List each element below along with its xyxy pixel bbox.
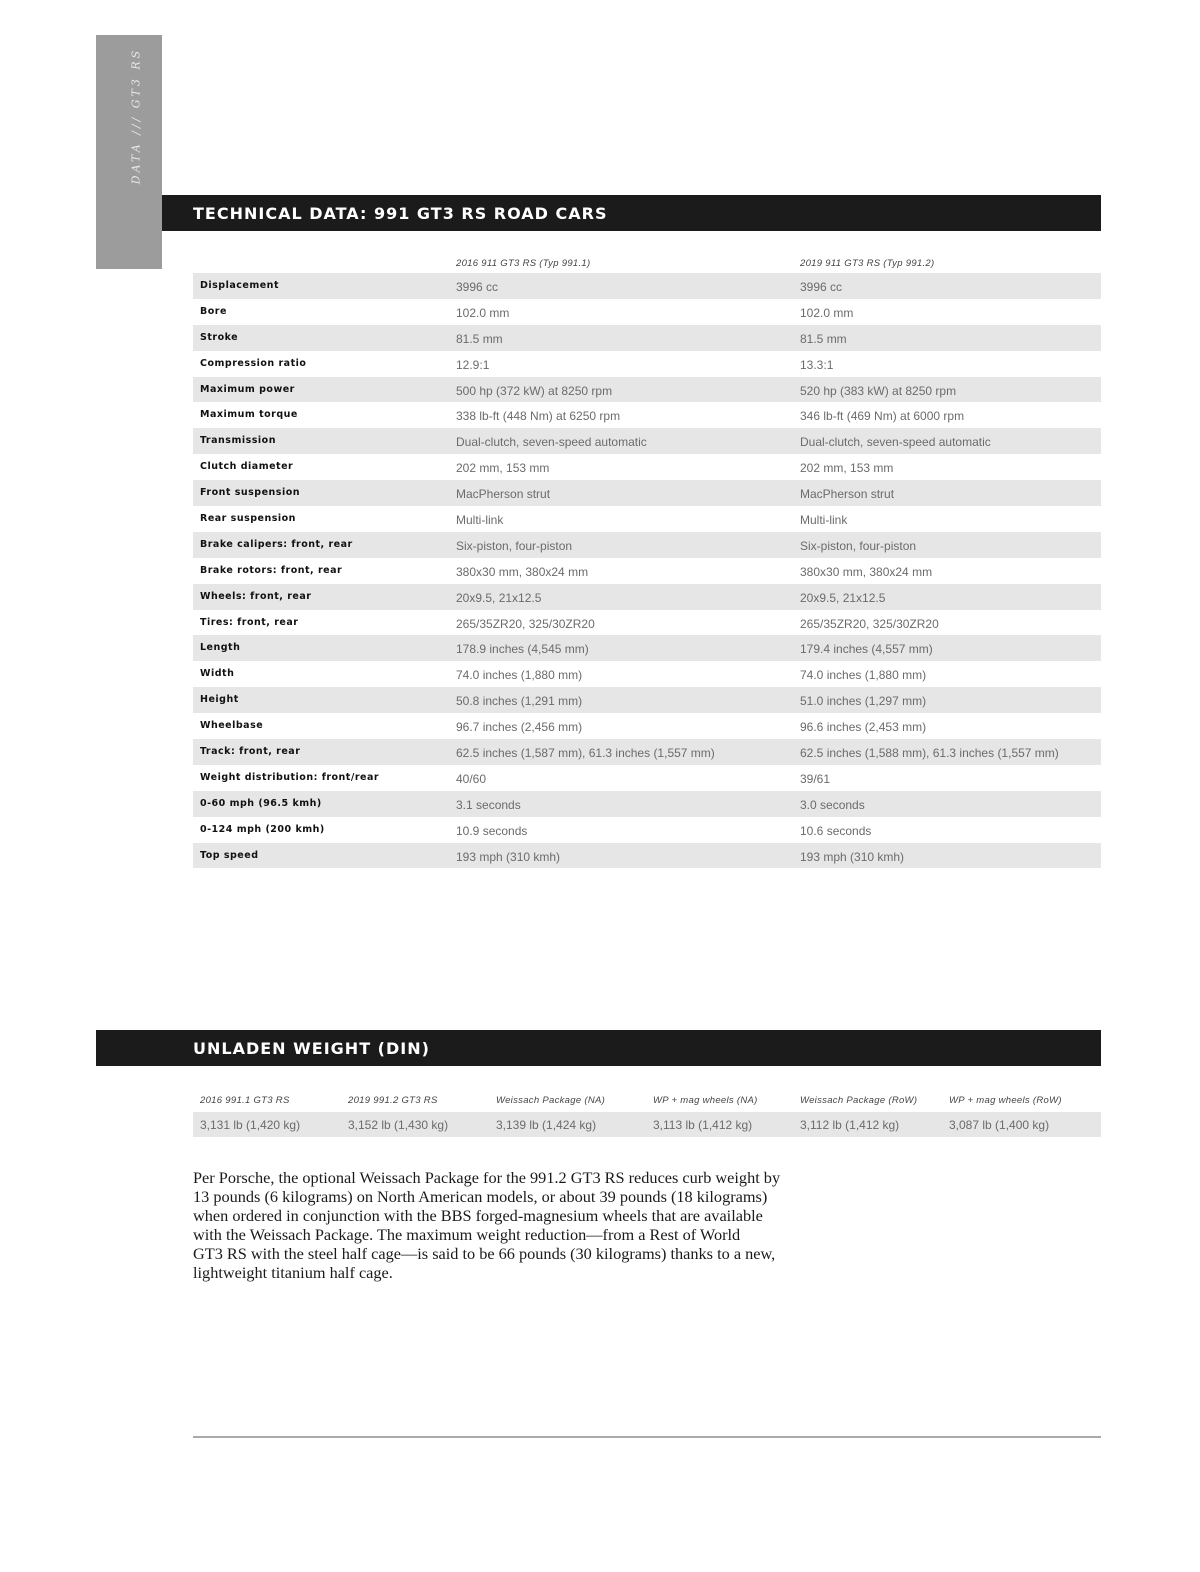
- spec-label: Clutch diameter: [200, 461, 294, 473]
- spec-label: Stroke: [200, 331, 239, 343]
- spec-value-2016: 40/60: [456, 771, 487, 786]
- spec-label: Top speed: [200, 849, 259, 861]
- spec-value-2016: MacPherson strut: [456, 487, 551, 502]
- footer-divider: [193, 1436, 1101, 1438]
- weight-header: 2016 991.1 GT3 RS: [200, 1095, 290, 1106]
- spec-row: [193, 610, 1101, 636]
- weissach-note: [193, 1168, 793, 1282]
- spec-value-2016: 10.9 seconds: [456, 823, 528, 838]
- weight-value: 3,113 lb (1,412 kg): [653, 1118, 753, 1132]
- spec-value-2016: 380x30 mm, 380x24 mm: [456, 564, 589, 579]
- spec-value-2016: Dual-clutch, seven-speed automatic: [456, 435, 647, 450]
- note-line: when ordered in conjunction with the BBS forged-magnesium wheels that are available: [193, 1206, 763, 1225]
- weight-value: 3,152 lb (1,430 kg): [348, 1118, 449, 1132]
- spec-value-2019: Multi-link: [800, 513, 848, 528]
- spec-value-2016: Multi-link: [456, 513, 504, 528]
- spec-section-title: TECHNICAL DATA: 991 GT3 RS ROAD CARS: [162, 195, 1101, 231]
- spec-value-2019: 193 mph (310 kmh): [800, 849, 905, 864]
- spec-label: Bore: [200, 305, 227, 317]
- spec-row: [193, 661, 1101, 687]
- spec-row: [193, 817, 1101, 843]
- spec-value-2019: 10.6 seconds: [800, 823, 872, 838]
- spec-label: Tires: front, rear: [200, 616, 299, 628]
- spec-row: [193, 377, 1101, 403]
- spec-label: Displacement: [200, 280, 279, 291]
- spec-label: 0-60 mph (96.5 kmh): [200, 797, 322, 809]
- spec-label: Compression ratio: [200, 357, 307, 369]
- spec-row: [193, 584, 1101, 610]
- spec-value-2019: Dual-clutch, seven-speed automatic: [800, 435, 991, 450]
- side-label: DATA /// GT3 RS: [129, 47, 143, 185]
- note-line: Per Porsche, the optional Weissach Package for the 991.2 GT3 RS reduces curb weight by: [193, 1168, 781, 1187]
- spec-table: [193, 251, 1101, 868]
- spec-value-2019: 202 mm, 153 mm: [800, 461, 894, 476]
- spec-row: [193, 428, 1101, 454]
- spec-value-2019: 102.0 mm: [800, 305, 854, 320]
- spec-label: Rear suspension: [200, 513, 296, 525]
- spec-row: [193, 739, 1101, 765]
- spec-row: [193, 532, 1101, 558]
- spec-label: Weight distribution: front/rear: [200, 771, 380, 783]
- note-line: lightweight titanium half cage.: [193, 1263, 393, 1282]
- spec-row: [193, 454, 1101, 480]
- spec-value-2016: 62.5 inches (1,587 mm), 61.3 inches (1,557 mm): [456, 746, 715, 761]
- spec-value-2019: 3996 cc: [800, 280, 843, 294]
- note-line: 13 pounds (6 kilograms) on North American models, or about 39 pounds (18 kilograms): [193, 1187, 768, 1206]
- spec-value-2019: 39/61: [800, 771, 831, 786]
- spec-value-2019: 96.6 inches (2,453 mm): [800, 720, 927, 735]
- weight-header: 2019 991.2 GT3 RS: [348, 1095, 438, 1106]
- spec-value-2019: Six-piston, four-piston: [800, 538, 917, 553]
- note-line: with the Weissach Package. The maximum weight reduction—from a Rest of World: [193, 1225, 741, 1244]
- spec-value-2019: 74.0 inches (1,880 mm): [800, 668, 927, 683]
- spec-value-2016: 338 lb-ft (448 Nm) at 6250 rpm: [456, 409, 621, 424]
- weight-value: 3,087 lb (1,400 kg): [949, 1118, 1050, 1132]
- weight-table-header: [193, 1090, 1101, 1112]
- spec-value-2016: 193 mph (310 kmh): [456, 849, 561, 864]
- spec-label: Maximum torque: [200, 409, 298, 421]
- spec-col2-header: 2019 911 GT3 RS (Typ 991.2): [800, 258, 935, 269]
- note-line: GT3 RS with the steel half cage—is said to be 66 pounds (30 kilograms) thanks to a new,: [193, 1244, 776, 1263]
- spec-value-2016: Six-piston, four-piston: [456, 538, 573, 553]
- spec-row: [193, 791, 1101, 817]
- spec-value-2019: 51.0 inches (1,297 mm): [800, 694, 927, 709]
- weight-section-title: UNLADEN WEIGHT (DIN): [96, 1030, 1101, 1066]
- spec-label: Width: [200, 668, 235, 680]
- spec-value-2019: 13.3:1: [800, 357, 834, 372]
- spec-label: Track: front, rear: [200, 746, 301, 758]
- spec-label: Brake calipers: front, rear: [200, 538, 353, 550]
- spec-table-header: [193, 251, 1101, 273]
- spec-label: Length: [200, 642, 241, 654]
- spec-row: [193, 687, 1101, 713]
- weight-value: 3,139 lb (1,424 kg): [496, 1118, 597, 1132]
- spec-label: 0-124 mph (200 kmh): [200, 823, 325, 835]
- spec-value-2019: 265/35ZR20, 325/30ZR20: [800, 616, 939, 631]
- spec-value-2019: 346 lb-ft (469 Nm) at 6000 rpm: [800, 409, 965, 424]
- spec-row: [193, 402, 1101, 428]
- spec-row: [193, 506, 1101, 532]
- spec-row: [193, 351, 1101, 377]
- weight-table-row: [193, 1112, 1101, 1137]
- weight-header: WP + mag wheels (RoW): [949, 1095, 1062, 1106]
- weight-value: 3,131 lb (1,420 kg): [200, 1118, 301, 1132]
- spec-row: [193, 765, 1101, 791]
- spec-row: [193, 635, 1101, 661]
- spec-value-2019: 380x30 mm, 380x24 mm: [800, 564, 933, 579]
- spec-value-2016: 74.0 inches (1,880 mm): [456, 668, 583, 683]
- spec-value-2016: 265/35ZR20, 325/30ZR20: [456, 616, 595, 631]
- spec-row: [193, 558, 1101, 584]
- spec-value-2016: 3996 cc: [456, 280, 499, 294]
- spec-label: Transmission: [200, 435, 276, 447]
- spec-value-2016: 202 mm, 153 mm: [456, 461, 550, 476]
- weight-header: WP + mag wheels (NA): [653, 1095, 758, 1106]
- spec-value-2019: 520 hp (383 kW) at 8250 rpm: [800, 383, 957, 398]
- spec-value-2019: 81.5 mm: [800, 331, 847, 346]
- spec-label: Front suspension: [200, 487, 300, 499]
- spec-col1-header: 2016 911 GT3 RS (Typ 991.1): [456, 258, 591, 269]
- spec-row: [193, 480, 1101, 506]
- spec-value-2019: 20x9.5, 21x12.5: [800, 590, 886, 605]
- spec-value-2016: 3.1 seconds: [456, 797, 521, 812]
- spec-value-2019: 179.4 inches (4,557 mm): [800, 642, 933, 657]
- spec-value-2019: MacPherson strut: [800, 487, 895, 502]
- weight-header: Weissach Package (RoW): [800, 1095, 918, 1106]
- spec-value-2016: 50.8 inches (1,291 mm): [456, 694, 583, 709]
- spec-value-2019: 62.5 inches (1,588 mm), 61.3 inches (1,557 mm): [800, 746, 1059, 761]
- spec-value-2016: 20x9.5, 21x12.5: [456, 590, 542, 605]
- spec-row: [193, 273, 1101, 299]
- spec-row: [193, 843, 1101, 869]
- spec-row: [193, 713, 1101, 739]
- spec-value-2016: 500 hp (372 kW) at 8250 rpm: [456, 383, 613, 398]
- spec-label: Brake rotors: front, rear: [200, 564, 343, 576]
- spec-value-2016: 102.0 mm: [456, 305, 510, 320]
- weight-table: [193, 1090, 1101, 1137]
- spec-value-2019: 3.0 seconds: [800, 797, 865, 812]
- spec-label: Height: [200, 694, 239, 706]
- spec-value-2016: 81.5 mm: [456, 331, 503, 346]
- weight-value: 3,112 lb (1,412 kg): [800, 1118, 900, 1132]
- spec-value-2016: 96.7 inches (2,456 mm): [456, 720, 583, 735]
- spec-label: Maximum power: [200, 383, 295, 395]
- weight-header: Weissach Package (NA): [496, 1095, 606, 1106]
- spec-row: [193, 299, 1101, 325]
- spec-label: Wheels: front, rear: [200, 590, 312, 602]
- spec-label: Wheelbase: [200, 720, 264, 732]
- spec-value-2016: 178.9 inches (4,545 mm): [456, 642, 589, 657]
- spec-row: [193, 325, 1101, 351]
- spec-value-2016: 12.9:1: [456, 357, 490, 372]
